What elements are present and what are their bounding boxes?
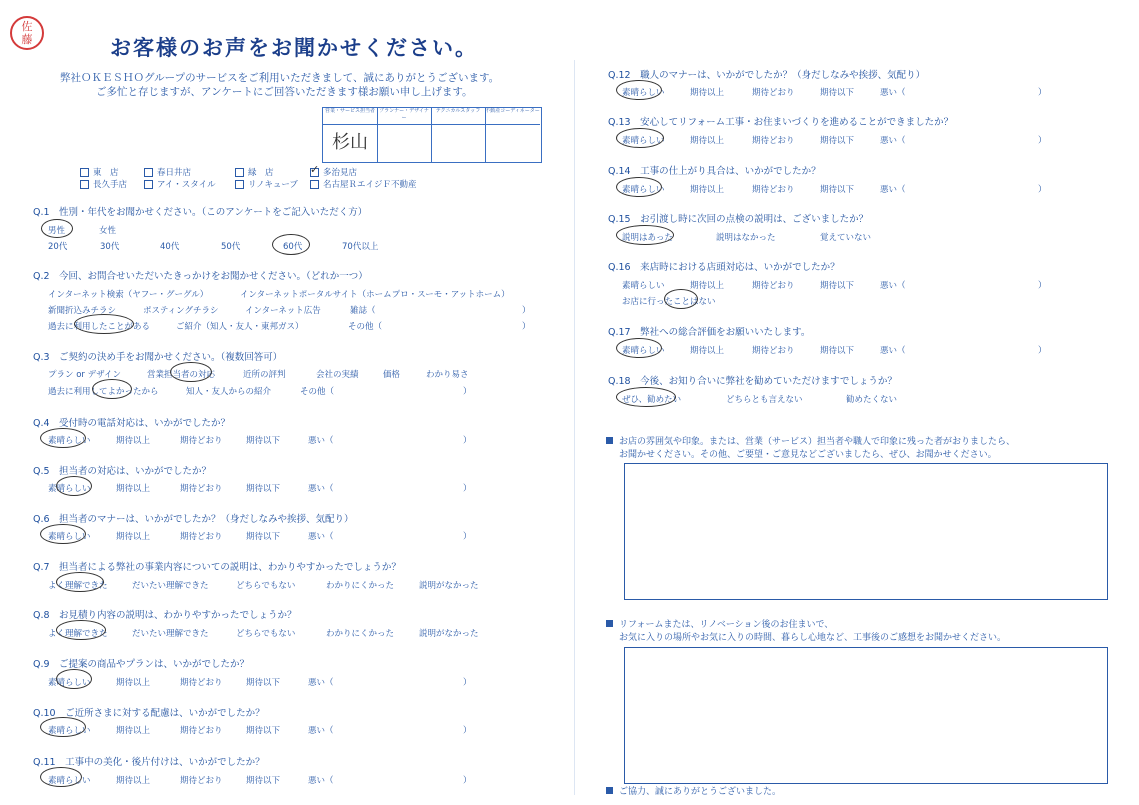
option-reason[interactable]: 価格 [383, 370, 401, 380]
answer-circle [40, 767, 82, 787]
option-source[interactable]: 新聞折込みチラシ [48, 306, 117, 316]
answer-circle [56, 476, 92, 496]
rating-expected[interactable]: 期待どおり [180, 726, 223, 736]
paren-close: ） [522, 306, 531, 316]
rating-below[interactable]: 期待以下 [820, 346, 855, 356]
option-source[interactable]: インターネット広告 [245, 306, 321, 316]
rating-excellent[interactable]: 素晴らしい [622, 281, 665, 291]
rating-expected[interactable]: 期待どおり [180, 678, 223, 688]
rating-bad[interactable]: 悪い（ [308, 484, 334, 494]
option-understand[interactable]: どちらでもない [236, 629, 296, 639]
store-option-checked[interactable]: ✓ 多治見店 [310, 162, 358, 178]
question-12: Q.12 職人のマナーは、いかがでしたか？（身だしなみや挨拶、気配り） [608, 70, 926, 81]
question-7: Q.7 担当者による弊社の事業内容についての説明は、わかりやすかったでしょうか？ [33, 562, 401, 573]
rating-expected[interactable]: 期待どおり [752, 136, 795, 146]
rating-bad[interactable]: 悪い（ [308, 678, 334, 688]
option-source[interactable]: その他（ [348, 322, 383, 332]
rating-bad[interactable]: 悪い（ [880, 185, 906, 195]
option-reason[interactable]: プラン or デザイン [48, 370, 122, 380]
rating-expected[interactable]: 期待どおり [752, 185, 795, 195]
paren-close: ） [463, 532, 472, 542]
option-reason[interactable]: 会社の実績 [316, 370, 359, 380]
rating-below[interactable]: 期待以下 [820, 185, 855, 195]
question-9: Q.9 ご提案の商品やプランは、いかがでしたか？ [33, 659, 250, 670]
rating-excellent[interactable]: 素晴らしい [48, 532, 91, 542]
paren-close: ） [463, 776, 472, 786]
rating-excellent[interactable]: 素晴らしい [622, 88, 665, 98]
question-14: Q.14 工事の仕上がり具合は、いかがでしたか？ [608, 166, 821, 177]
answer-circle [616, 338, 662, 358]
answer-circle [40, 717, 86, 737]
rating-below[interactable]: 期待以下 [246, 726, 281, 736]
option-explained[interactable]: 説明はあった [622, 233, 673, 243]
rating-below[interactable]: 期待以下 [246, 678, 281, 688]
option-understand[interactable]: よく理解できた [48, 581, 108, 591]
paren-close: ） [463, 484, 472, 494]
option-male[interactable]: 男性 [48, 226, 66, 236]
question-1: Q.1 性別・年代をお聞かせください。（このアンケートをご記入いただく方） [33, 207, 368, 218]
paren-close: ） [463, 726, 472, 736]
staff-header-realestate: 不動産コーディネーター [485, 108, 540, 125]
rating-above[interactable]: 期待以上 [116, 678, 151, 688]
option-understand[interactable]: よく理解できた [48, 629, 108, 639]
paren-close: ） [1038, 136, 1047, 146]
option-age[interactable]: 40代 [160, 242, 180, 252]
paren-close: ） [1038, 88, 1047, 98]
intro-line-1: 弊社ＯＫＥＳＨＯグループのサービスをご利用いただきまして、誠にありがとうございます。 [60, 72, 500, 84]
free-comment-1-box[interactable] [624, 463, 1108, 600]
store-option[interactable]: アイ・スタイル [144, 178, 216, 190]
rating-expected[interactable]: 期待どおり [180, 436, 223, 446]
free-comment-1-prompt: お店の雰囲気や印象。または、営業（サービス）担当者や職人で印象に残った者がおりましたら、 お聞かせください。その他、ご要望・ご意見などございましたら、ぜひ、お聞かせください。 [606, 436, 1015, 462]
option-understand[interactable]: 説明がなかった [419, 629, 479, 639]
option-age[interactable]: 70代以上 [342, 242, 379, 252]
checkbox-icon[interactable] [80, 168, 89, 177]
rating-expected[interactable]: 期待どおり [752, 346, 795, 356]
answer-circle [616, 387, 676, 407]
rating-above[interactable]: 期待以上 [116, 484, 151, 494]
rating-below[interactable]: 期待以下 [820, 88, 855, 98]
rating-bad[interactable]: 悪い（ [308, 532, 334, 542]
paren-close: ） [463, 387, 472, 397]
rating-below[interactable]: 期待以下 [246, 776, 281, 786]
answer-circle [56, 620, 106, 640]
checkbox-icon[interactable] [310, 180, 319, 189]
question-3: Q.3 ご契約の決め手をお聞かせください。（複数回答可） [33, 352, 283, 363]
answer-circle [616, 225, 674, 245]
option-understand[interactable]: 説明がなかった [419, 581, 479, 591]
question-11: Q.11 工事中の美化・後片付けは、いかがでしたか？ [33, 757, 265, 768]
rating-expected[interactable]: 期待どおり [180, 484, 223, 494]
option-age[interactable]: 60代 [283, 242, 303, 252]
option-recommend[interactable]: 勧めたくない [846, 395, 898, 405]
answer-circle [616, 128, 664, 148]
rating-expected[interactable]: 期待どおり [752, 281, 795, 291]
question-16: Q.16 来店時における店頭対応は、いかがでしたか？ [608, 262, 840, 273]
option-understand[interactable]: だいたい理解できた [132, 629, 209, 639]
option-source[interactable]: ポスティングチラシ [143, 306, 219, 316]
checkbox-checked-icon[interactable]: ✓ [310, 162, 320, 176]
square-bullet-icon [606, 787, 613, 794]
option-recommend[interactable]: どちらとも言えない [726, 395, 803, 405]
paren-close: ） [463, 678, 472, 688]
rating-above[interactable]: 期待以上 [690, 281, 725, 291]
question-15: Q.15 お引渡し時に次回の点検の説明は、ございましたか？ [608, 214, 869, 225]
intro-line-2: ご多忙と存じますが、アンケートにご回答いただきます様お願い申し上げます。 [96, 86, 473, 98]
rating-above[interactable]: 期待以上 [690, 136, 725, 146]
store-option[interactable]: 長久手店 [80, 178, 127, 190]
question-18: Q.18 今後、お知り合いに弊社を勧めていただけますでしょうか？ [608, 376, 897, 387]
rating-excellent[interactable]: 素晴らしい [622, 346, 665, 356]
option-explained[interactable]: 説明はなかった [716, 233, 776, 243]
rating-bad[interactable]: 悪い（ [308, 776, 334, 786]
checkbox-icon[interactable] [144, 180, 153, 189]
option-source[interactable]: 過去に利用したことがある [48, 322, 151, 332]
option-age[interactable]: 30代 [100, 242, 120, 252]
rating-above[interactable]: 期待以上 [116, 726, 151, 736]
rating-excellent[interactable]: 素晴らしい [48, 436, 91, 446]
question-4: Q.4 受付時の電話対応は、いかがでしたか？ [33, 418, 231, 429]
rating-below[interactable]: 期待以下 [246, 484, 281, 494]
answer-circle [170, 362, 212, 382]
answer-circle [92, 379, 132, 399]
rating-bad[interactable]: 悪い（ [880, 346, 906, 356]
question-6: Q.6 担当者のマナーは、いかがでしたか？（身だしなみや挨拶、気配り） [33, 514, 354, 525]
store-option[interactable]: 春日井店 [144, 166, 191, 178]
rating-bad[interactable]: 悪い（ [880, 281, 906, 291]
question-10: Q.10 ご近所さまに対する配慮は、いかがでしたか？ [33, 708, 265, 719]
paren-close: ） [1038, 281, 1047, 291]
rating-bad[interactable]: 悪い（ [308, 726, 334, 736]
option-reason[interactable]: 知人・友人からの紹介 [186, 387, 272, 397]
rating-excellent[interactable]: 素晴らしい [622, 136, 665, 146]
free-comment-2-prompt: リフォームまたは、リノベーション後のお住まいで、 お気に入りの場所やお気に入りの時間、暮らし心地など、工事後のご感想をお聞かせください。 [606, 619, 1006, 645]
answer-circle [74, 314, 134, 334]
rating-below[interactable]: 期待以下 [246, 436, 281, 446]
rating-expected[interactable]: 期待どおり [180, 776, 223, 786]
footer-thanks: ご協力、誠にありがとうございました。 [606, 786, 781, 799]
seal-stamp: 佐 藤 [10, 16, 44, 50]
rating-excellent[interactable]: 素晴らしい [48, 678, 91, 688]
staff-header-technical: テクニカルスタッフ [431, 108, 485, 125]
staff-value-sales: 杉山 [332, 132, 368, 153]
checkbox-icon[interactable] [80, 180, 89, 189]
checkbox-icon[interactable] [235, 168, 244, 177]
question-13: Q.13 安心してリフォーム工事・お住まいづくりを進めることができましたか？ [608, 117, 954, 128]
checkbox-icon[interactable] [235, 180, 244, 189]
option-source[interactable]: インターネット検索（ヤフー・グーグル） [48, 290, 209, 300]
staff-header-planner: プランナー・デザイナー [377, 108, 431, 125]
option-never-visited[interactable]: お店に行ったことはない [622, 297, 716, 307]
rating-bad[interactable]: 悪い（ [880, 88, 906, 98]
staff-table [322, 107, 542, 163]
option-reason[interactable]: その他（ [300, 387, 335, 397]
rating-above[interactable]: 期待以上 [116, 776, 151, 786]
paren-close: ） [1038, 185, 1047, 195]
option-understand[interactable]: だいたい理解できた [132, 581, 209, 591]
question-5: Q.5 担当者の対応は、いかがでしたか？ [33, 466, 212, 477]
rating-excellent[interactable]: 素晴らしい [622, 185, 665, 195]
option-recommend[interactable]: ぜひ、勧めたい [622, 395, 682, 405]
rating-below[interactable]: 期待以下 [820, 136, 855, 146]
question-17: Q.17 弊社への総合評価をお願いいたします。 [608, 327, 811, 338]
rating-above[interactable]: 期待以上 [116, 532, 151, 542]
rating-excellent[interactable]: 素晴らしい [48, 484, 91, 494]
rating-above[interactable]: 期待以上 [690, 88, 725, 98]
answer-circle [272, 234, 310, 255]
rating-excellent[interactable]: 素晴らしい [48, 726, 91, 736]
staff-header-sales: 営業・サービス担当者 [323, 108, 377, 125]
option-female[interactable]: 女性 [99, 226, 117, 236]
option-age[interactable]: 20代 [48, 242, 68, 252]
question-8: Q.8 お見積り内容の説明は、わかりやすかったでしょうか？ [33, 610, 297, 621]
square-bullet-icon [606, 620, 613, 627]
answer-circle [40, 428, 86, 448]
option-reason[interactable]: 過去に利用してよかったから [48, 387, 159, 397]
rating-above[interactable]: 期待以上 [690, 185, 725, 195]
rating-above[interactable]: 期待以上 [116, 436, 151, 446]
paren-close: ） [522, 322, 531, 332]
option-understand[interactable]: わかりにくかった [326, 629, 395, 639]
paren-close: ） [463, 436, 472, 446]
answer-circle [616, 177, 662, 197]
answer-circle [40, 524, 86, 544]
store-option[interactable]: 緑 店 [235, 166, 274, 178]
option-source[interactable]: 雑誌（ [350, 306, 376, 316]
store-option[interactable]: リノキューブ [235, 178, 298, 190]
rating-bad[interactable]: 悪い（ [880, 136, 906, 146]
option-reason[interactable]: 近所の評判 [243, 370, 286, 380]
option-understand[interactable]: どちらでもない [236, 581, 296, 591]
option-explained[interactable]: 覚えていない [820, 233, 872, 243]
rating-expected[interactable]: 期待どおり [180, 532, 223, 542]
rating-above[interactable]: 期待以上 [690, 346, 725, 356]
store-option[interactable]: 名古屋ＲエイジＦ不動産 [310, 178, 417, 190]
column-divider [574, 60, 575, 795]
square-bullet-icon [606, 437, 613, 444]
option-reason[interactable]: わかり易さ [426, 370, 469, 380]
option-source[interactable]: ご紹介（知人・友人・東邦ガス） [176, 322, 304, 332]
rating-below[interactable]: 期待以下 [820, 281, 855, 291]
question-2: Q.2 今回、お問合せいただいたきっかけをお聞かせください。（どれか一つ） [33, 271, 368, 282]
rating-below[interactable]: 期待以下 [246, 532, 281, 542]
option-reason[interactable]: 営業担当者の対応 [147, 370, 216, 380]
option-age[interactable]: 50代 [221, 242, 241, 252]
option-understand[interactable]: わかりにくかった [326, 581, 395, 591]
free-comment-2-box[interactable] [624, 647, 1108, 784]
rating-expected[interactable]: 期待どおり [752, 88, 795, 98]
rating-bad[interactable]: 悪い（ [308, 436, 334, 446]
answer-circle [664, 289, 698, 309]
answer-circle [41, 219, 73, 238]
rating-excellent[interactable]: 素晴らしい [48, 776, 91, 786]
answer-circle [616, 80, 662, 100]
answer-circle [56, 572, 104, 592]
paren-close: ） [1038, 346, 1047, 356]
answer-circle [56, 669, 92, 689]
store-option[interactable]: 東 店 [80, 166, 119, 178]
option-source[interactable]: インターネットポータルサイト（ホームプロ・スーモ・アットホーム） [240, 290, 510, 300]
page-title: お客様のお声をお聞かせください。 [110, 36, 478, 60]
checkbox-icon[interactable] [144, 168, 153, 177]
